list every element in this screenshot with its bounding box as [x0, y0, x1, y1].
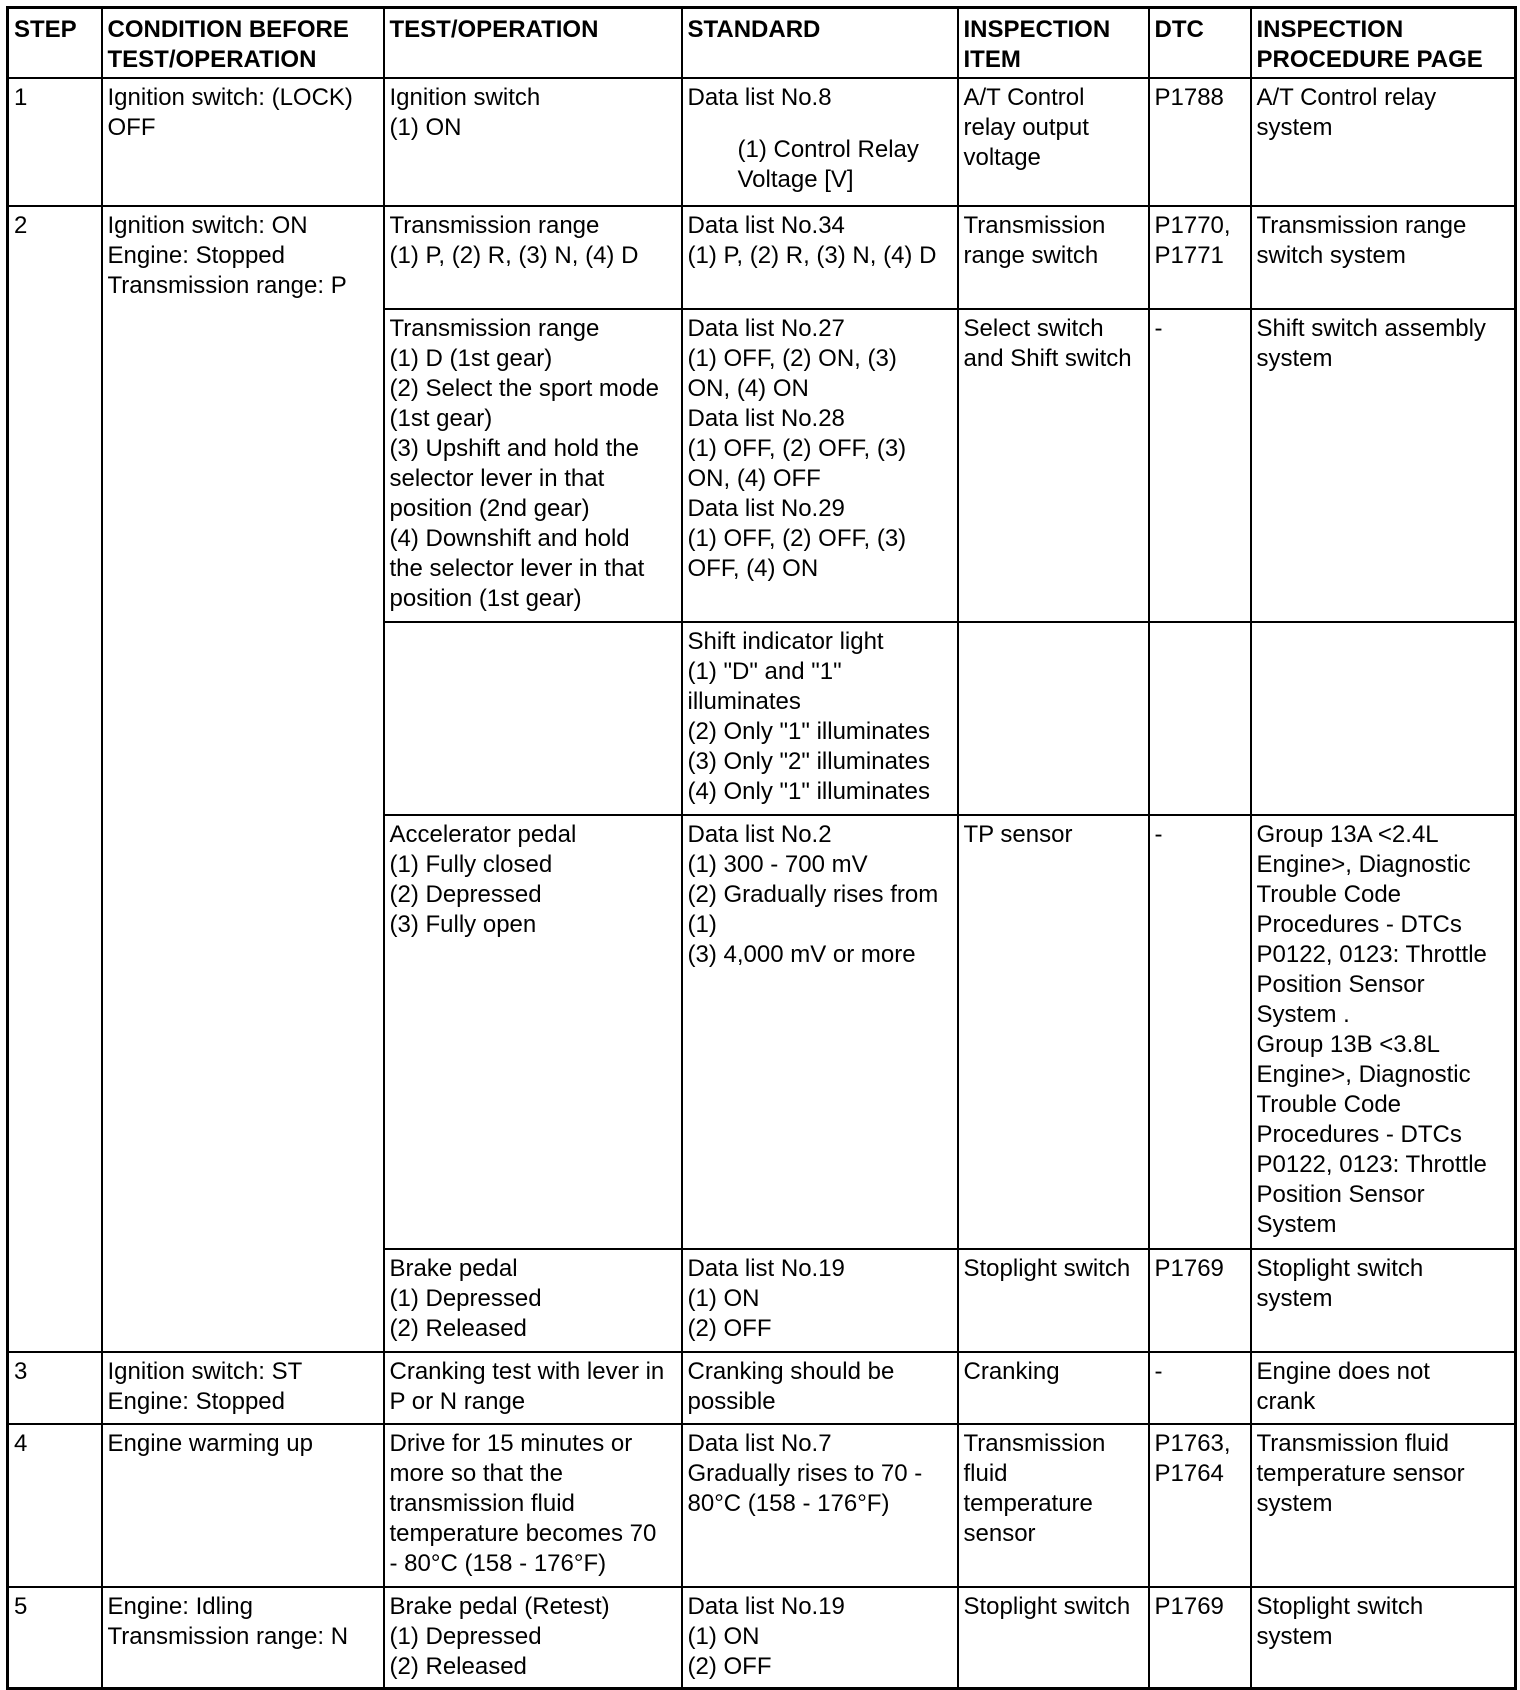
table-row-step-4 [8, 1424, 1516, 1587]
step-cell: 3 [8, 1352, 102, 1424]
table-row-step-1 [8, 78, 1516, 206]
dtc-cell: P1769 [1149, 1249, 1251, 1352]
dtc-cell [1149, 622, 1251, 815]
standard-cell: Data list No.27 (1) OFF, (2) ON, (3) ON, (4) ON Data list No.28 (1) OFF, (2) OFF, (3) ON, (4) OFF Data list No.29 (1) OFF, (2) OFF, (3) OFF, (4) ON [682, 309, 958, 622]
test-cell: Cranking test with lever in P or N range [384, 1352, 682, 1424]
step-cell: 4 [8, 1424, 102, 1587]
inspection-table-wrapper [6, 6, 1517, 1690]
condition-cell: Ignition switch: (LOCK) OFF [102, 78, 384, 206]
header-condition: CONDITION BEFORE TEST/OPERATION [102, 8, 384, 79]
dtc-cell: P1763, P1764 [1149, 1424, 1251, 1587]
table-row-step-3 [8, 1352, 1516, 1424]
standard-indented-line: (1) Control Relay Voltage [V] [737, 136, 919, 193]
header-dtc: DTC [1149, 8, 1251, 79]
page-cell: Engine does not crank [1251, 1352, 1516, 1424]
item-cell: Stoplight switch [958, 1587, 1149, 1688]
item-cell: TP sensor [958, 815, 1149, 1249]
test-cell: Brake pedal (1) Depressed (2) Released [384, 1249, 682, 1352]
header-item: INSPECTION ITEM [958, 8, 1149, 79]
table-row-step-5 [8, 1587, 1516, 1688]
dtc-cell: - [1149, 815, 1251, 1249]
dtc-cell: - [1149, 1352, 1251, 1424]
dtc-cell: - [1149, 309, 1251, 622]
test-cell [384, 622, 682, 815]
item-cell: Transmission fluid temperature sensor [958, 1424, 1149, 1587]
test-cell: Transmission range (1) P, (2) R, (3) N, (4) D [384, 206, 682, 309]
condition-cell: Engine warming up [102, 1424, 384, 1587]
test-cell: Ignition switch (1) ON [384, 78, 682, 206]
item-cell [958, 622, 1149, 815]
standard-cell: Data list No.19 (1) ON (2) OFF [682, 1249, 958, 1352]
standard-cell: Data list No.7 Gradually rises to 70 - 80°C (158 - 176°F) [682, 1424, 958, 1587]
item-cell: A/T Control relay output voltage [958, 78, 1149, 206]
header-row [8, 8, 1516, 79]
dtc-cell: P1769 [1149, 1587, 1251, 1688]
standard-cell: Cranking should be possible [682, 1352, 958, 1424]
standard-line: Data list No.8 [687, 84, 832, 111]
step-cell: 5 [8, 1587, 102, 1688]
standard-cell: Shift indicator light (1) "D" and "1" illuminates (2) Only "1" illuminates (3) Only "2" illuminates (4) Only "1" illuminates [682, 622, 958, 815]
header-standard: STANDARD [682, 8, 958, 79]
test-cell: Brake pedal (Retest) (1) Depressed (2) Released [384, 1587, 682, 1688]
page-cell: Stoplight switch system [1251, 1587, 1516, 1688]
inspection-table [6, 6, 1517, 1690]
item-cell: Stoplight switch [958, 1249, 1149, 1352]
page-cell: Group 13A <2.4L Engine>, Diagnostic Trouble Code Procedures - DTCs P0122, 0123: Throttle Position Sensor System . Group 13B <3.8L Engine>, Diagnostic Trouble Code Procedures - DTCs P0122, 0123: Throttle Position Sensor System [1251, 815, 1516, 1249]
dtc-cell: P1788 [1149, 78, 1251, 206]
condition-cell: Engine: Idling Transmission range: N [102, 1587, 384, 1688]
item-cell: Select switch and Shift switch [958, 309, 1149, 622]
step-cell: 1 [8, 78, 102, 206]
dtc-cell: P1770, P1771 [1149, 206, 1251, 309]
page-cell: Transmission fluid temperature sensor system [1251, 1424, 1516, 1587]
test-cell: Drive for 15 minutes or more so that the transmission fluid temperature becomes 70 - 80°C (158 - 176°F) [384, 1424, 682, 1587]
header-test: TEST/OPERATION [384, 8, 682, 79]
condition-cell: Ignition switch: ON Engine: Stopped Transmission range: P [102, 206, 384, 1352]
standard-cell [682, 78, 958, 206]
page-cell: Shift switch assembly system [1251, 309, 1516, 622]
test-cell: Transmission range (1) D (1st gear) (2) Select the sport mode (1st gear) (3) Upshift and hold the selector lever in that position (2nd gear) (4) Downshift and hold the selector lever in that position (1st gear) [384, 309, 682, 622]
standard-cell: Data list No.2 (1) 300 - 700 mV (2) Gradually rises from (1) (3) 4,000 mV or more [682, 815, 958, 1249]
item-cell: Transmission range switch [958, 206, 1149, 309]
standard-cell: Data list No.34 (1) P, (2) R, (3) N, (4) D [682, 206, 958, 309]
page-cell: A/T Control relay system [1251, 78, 1516, 206]
page-cell: Stoplight switch system [1251, 1249, 1516, 1352]
item-cell: Cranking [958, 1352, 1149, 1424]
condition-cell: Ignition switch: ST Engine: Stopped [102, 1352, 384, 1424]
step-cell: 2 [8, 206, 102, 1352]
page-cell [1251, 622, 1516, 815]
page-cell: Transmission range switch system [1251, 206, 1516, 309]
standard-cell: Data list No.19 (1) ON (2) OFF [682, 1587, 958, 1688]
header-page: INSPECTION PROCEDURE PAGE [1251, 8, 1516, 79]
header-step: STEP [8, 8, 102, 79]
test-cell: Accelerator pedal (1) Fully closed (2) Depressed (3) Fully open [384, 815, 682, 1249]
table-row-step-2a [8, 206, 1516, 309]
